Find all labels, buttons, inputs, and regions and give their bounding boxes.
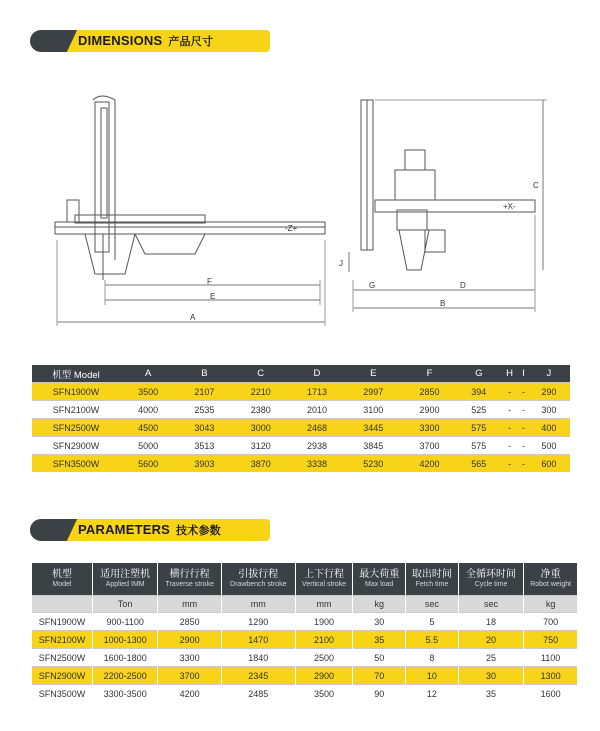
table-cell: 4200 — [401, 455, 457, 473]
table-cell: 5 — [406, 613, 459, 631]
dim-c-label: C — [533, 181, 539, 190]
table-cell: 2468 — [289, 419, 345, 437]
table-cell: - — [519, 455, 527, 473]
table-cell: - — [500, 455, 519, 473]
table-row — [32, 649, 577, 667]
table-cell: 3903 — [176, 455, 232, 473]
col-header: D — [289, 365, 345, 383]
table-cell: 25 — [458, 649, 524, 667]
col-header: B — [176, 365, 232, 383]
col-header: A — [120, 365, 176, 383]
table-cell: - — [519, 419, 527, 437]
table-cell: 5000 — [120, 437, 176, 455]
table-cell: 575 — [458, 419, 500, 437]
table-cell: 900-1100 — [92, 613, 158, 631]
table-cell: 3043 — [176, 419, 232, 437]
table-cell: 2900 — [401, 401, 457, 419]
table-cell: 2485 — [221, 685, 295, 703]
table-row — [32, 667, 577, 685]
table-row — [32, 685, 577, 703]
units-row — [32, 596, 577, 613]
unit-cell: mm — [295, 596, 353, 613]
table-cell: 3445 — [345, 419, 401, 437]
col-header: 适用注塑机 Applied IMM — [92, 563, 158, 596]
table-cell: 35 — [353, 631, 406, 649]
col-header: 净重 Robot weight — [524, 563, 577, 596]
table-cell: - — [519, 383, 527, 401]
unit-cell — [32, 596, 92, 613]
table-cell: 3100 — [345, 401, 401, 419]
table-cell: 4200 — [158, 685, 221, 703]
dimensions-title: DIMENSIONS 产品尺寸 — [78, 33, 214, 48]
table-cell: - — [500, 437, 519, 455]
table-cell: 575 — [458, 437, 500, 455]
unit-cell: sec — [458, 596, 524, 613]
parameters-title: PARAMETERS 技术参数 — [78, 522, 221, 537]
unit-cell: mm — [221, 596, 295, 613]
table-cell: SFN1900W — [32, 383, 120, 401]
table-cell: 30 — [458, 667, 524, 685]
table-row — [32, 613, 577, 631]
table-cell: 290 — [528, 383, 570, 401]
table-cell: 10 — [406, 667, 459, 685]
table-cell: 750 — [524, 631, 577, 649]
table-cell: 3845 — [345, 437, 401, 455]
table-cell: 2850 — [158, 613, 221, 631]
table-row — [32, 455, 570, 473]
table-cell: 3300 — [158, 649, 221, 667]
col-header: 最大荷重 Max load — [353, 563, 406, 596]
table-cell: SFN2100W — [32, 631, 92, 649]
dim-a-label: A — [190, 313, 196, 322]
unit-cell: sec — [406, 596, 459, 613]
table-cell: 525 — [458, 401, 500, 419]
col-header: J — [528, 365, 570, 383]
table-row — [32, 383, 570, 401]
col-header: C — [233, 365, 289, 383]
table-cell: 3870 — [233, 455, 289, 473]
table-cell: 4500 — [120, 419, 176, 437]
table-cell: 3000 — [233, 419, 289, 437]
table-cell: 3300-3500 — [92, 685, 158, 703]
col-header: 全循环时间 Cycle time — [458, 563, 524, 596]
table-cell: 300 — [528, 401, 570, 419]
table-cell: 5.5 — [406, 631, 459, 649]
table-cell: - — [519, 437, 527, 455]
table-cell: 2850 — [401, 383, 457, 401]
table-cell: 2500 — [295, 649, 353, 667]
table-row — [32, 437, 570, 455]
table-cell: 20 — [458, 631, 524, 649]
col-header: F — [401, 365, 457, 383]
table-cell: SFN2500W — [32, 419, 120, 437]
table-cell: - — [519, 401, 527, 419]
unit-cell: Ton — [92, 596, 158, 613]
parameters-table — [32, 563, 577, 702]
table-row — [32, 419, 570, 437]
table-cell: 2107 — [176, 383, 232, 401]
table-cell: 2210 — [233, 383, 289, 401]
table-cell: 1600-1800 — [92, 649, 158, 667]
table-cell: 1713 — [289, 383, 345, 401]
banner-pill — [30, 30, 66, 52]
col-header: 引拔行程 Drawbench stroke — [221, 563, 295, 596]
table-cell: 1470 — [221, 631, 295, 649]
table-cell: 3700 — [158, 667, 221, 685]
table-cell: 4000 — [120, 401, 176, 419]
dim-j-label: J — [339, 259, 343, 268]
table-cell: SFN3500W — [32, 455, 120, 473]
table-row — [32, 401, 570, 419]
table-cell: 2380 — [233, 401, 289, 419]
table-cell: 2938 — [289, 437, 345, 455]
table-cell: 400 — [528, 419, 570, 437]
table-cell: 3513 — [176, 437, 232, 455]
unit-cell: kg — [524, 596, 577, 613]
dim-e-label: E — [210, 292, 216, 301]
table-cell: SFN2900W — [32, 667, 92, 685]
table-cell: SFN1900W — [32, 613, 92, 631]
table-cell: 2010 — [289, 401, 345, 419]
table-cell: 500 — [528, 437, 570, 455]
col-header: E — [345, 365, 401, 383]
dim-g-label: G — [369, 281, 376, 290]
unit-cell: mm — [158, 596, 221, 613]
table-cell: 2900 — [295, 667, 353, 685]
col-header: I — [519, 365, 527, 383]
banner-pill — [30, 519, 66, 541]
table-cell: 8 — [406, 649, 459, 667]
table-cell: SFN2900W — [32, 437, 120, 455]
table-cell: - — [500, 401, 519, 419]
table-cell: 3338 — [289, 455, 345, 473]
dimensions-header-row — [32, 365, 570, 383]
col-header: 机型 Model — [32, 365, 120, 383]
table-cell: 1290 — [221, 613, 295, 631]
table-cell: 2200-2500 — [92, 667, 158, 685]
dim-b-label: B — [440, 299, 446, 308]
table-cell: 1300 — [524, 667, 577, 685]
table-cell: 1100 — [524, 649, 577, 667]
parameters-subtitle: 技术参数 — [176, 525, 221, 537]
table-cell: 3500 — [295, 685, 353, 703]
z-axis-label: -Z+ — [285, 224, 298, 233]
dim-d-label: D — [460, 281, 466, 290]
front-view-drawing — [45, 90, 335, 330]
table-cell: 3500 — [120, 383, 176, 401]
table-cell: 35 — [458, 685, 524, 703]
table-cell: 5230 — [345, 455, 401, 473]
table-cell: 3700 — [401, 437, 457, 455]
unit-cell: kg — [353, 596, 406, 613]
table-cell: 600 — [528, 455, 570, 473]
table-cell: 30 — [353, 613, 406, 631]
col-header: 上下行程 Vertical stroke — [295, 563, 353, 596]
col-header: 横行行程 Traverse stroke — [158, 563, 221, 596]
table-cell: 1840 — [221, 649, 295, 667]
dim-f-label: F — [207, 277, 212, 286]
table-row — [32, 631, 577, 649]
table-cell: 70 — [353, 667, 406, 685]
table-cell: 2100 — [295, 631, 353, 649]
col-header: H — [500, 365, 519, 383]
table-cell: - — [500, 419, 519, 437]
col-header: G — [458, 365, 500, 383]
table-cell: 18 — [458, 613, 524, 631]
table-cell: 394 — [458, 383, 500, 401]
table-cell: 3120 — [233, 437, 289, 455]
table-cell: - — [500, 383, 519, 401]
table-cell: 2345 — [221, 667, 295, 685]
col-header: 取出时间 Fetch time — [406, 563, 459, 596]
table-cell: SFN2500W — [32, 649, 92, 667]
col-header: 机型 Model — [32, 563, 92, 596]
table-cell: 5600 — [120, 455, 176, 473]
table-cell: 565 — [458, 455, 500, 473]
table-cell: SFN2100W — [32, 401, 120, 419]
table-cell: 2900 — [158, 631, 221, 649]
table-cell: 2535 — [176, 401, 232, 419]
parameters-header-row — [32, 563, 577, 596]
table-cell: 2997 — [345, 383, 401, 401]
side-view-drawing — [335, 90, 555, 320]
table-cell: 12 — [406, 685, 459, 703]
table-cell: 1000-1300 — [92, 631, 158, 649]
x-axis-label: +X- — [503, 202, 516, 211]
dimensions-subtitle: 产品尺寸 — [168, 36, 214, 48]
table-cell: 1900 — [295, 613, 353, 631]
dimensions-banner — [30, 30, 270, 52]
table-cell: 700 — [524, 613, 577, 631]
table-cell: 3300 — [401, 419, 457, 437]
table-cell: 1600 — [524, 685, 577, 703]
table-cell: SFN3500W — [32, 685, 92, 703]
table-cell: 90 — [353, 685, 406, 703]
table-cell: 50 — [353, 649, 406, 667]
parameters-banner — [30, 519, 270, 541]
dimensions-table — [32, 365, 570, 472]
